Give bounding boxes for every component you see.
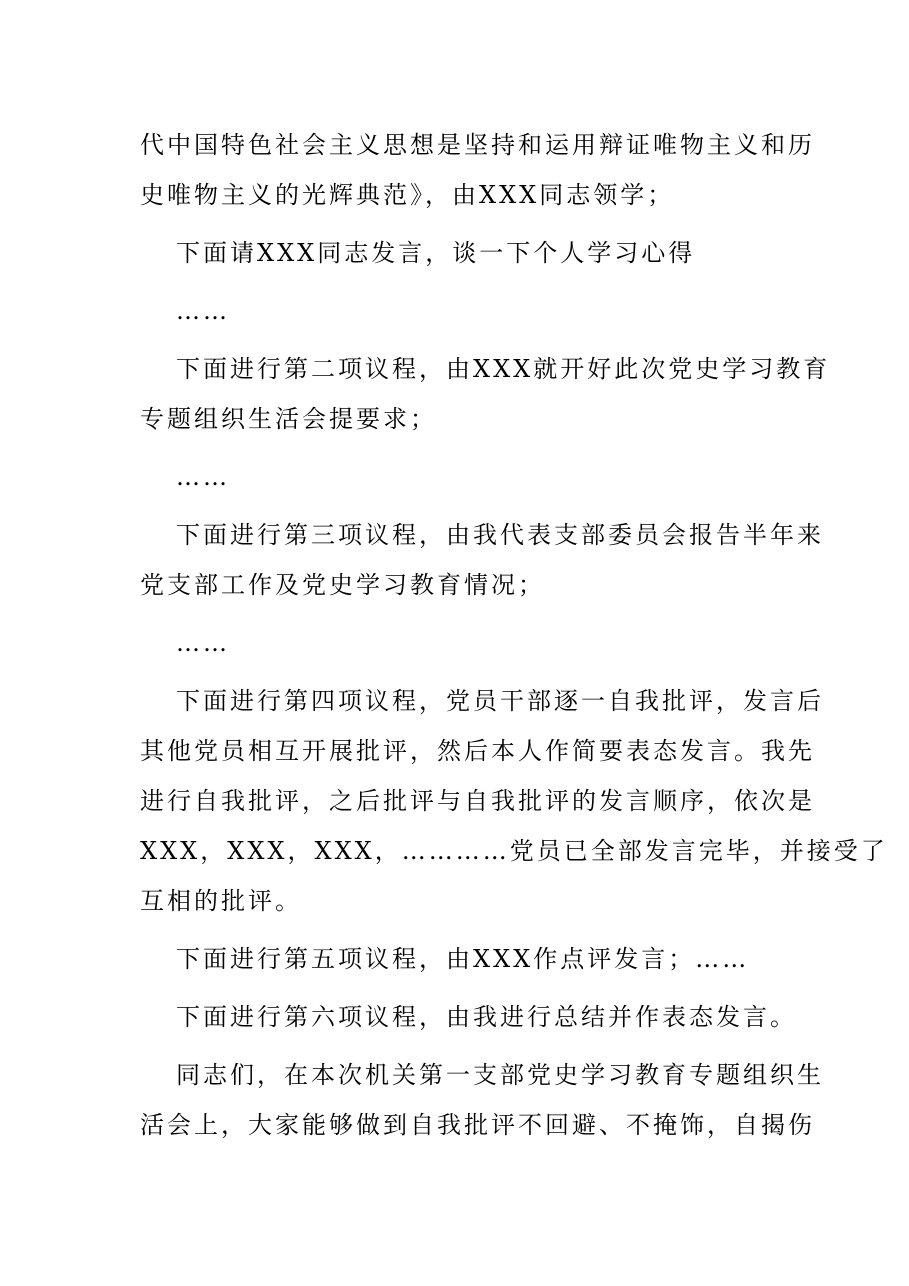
text-line: 党支部工作及党史学习教育情况；	[140, 571, 545, 599]
text-line: 下面进行第二项议程，由XXX就开好此次党史学习教育	[176, 355, 831, 383]
text-line: 下面进行第六项议程，由我进行总结并作表态发言。	[176, 1003, 797, 1031]
text-line: 下面进行第五项议程，由XXX作点评发言；……	[176, 945, 750, 973]
text-line: 下面请XXX同志发言，谈一下个人学习心得	[176, 239, 696, 267]
ellipsis-line: ……	[176, 297, 230, 325]
text-line: 下面进行第三项议程，由我代表支部委员会报告半年来	[176, 521, 824, 549]
text-line: 互相的批评。	[140, 887, 302, 915]
text-line: 代中国特色社会主义思想是坚持和运用辩证唯物主义和历	[140, 131, 815, 159]
text-line: 下面进行第四项议程，党员干部逐一自我批评，发言后	[176, 687, 824, 715]
text-line: 专题组织生活会提要求；	[140, 405, 437, 433]
text-line: 史唯物主义的光辉典范》，由XXX同志领学；	[140, 181, 675, 209]
text-line: 进行自我批评，之后批评与自我批评的发言顺序，依次是	[140, 787, 815, 815]
text-line: 同志们，在本次机关第一支部党史学习教育专题组织生	[176, 1061, 824, 1089]
text-line: XXX，XXX，XXX，…………党员已全部发言完毕，并接受了	[140, 837, 888, 865]
text-line: 其他党员相互开展批评，然后本人作简要表态发言。我先	[140, 737, 815, 765]
text-line: 活会上，大家能够做到自我批评不回避、不掩饰，自揭伤	[140, 1111, 815, 1139]
ellipsis-line: ……	[176, 463, 230, 491]
ellipsis-line: ……	[176, 629, 230, 657]
